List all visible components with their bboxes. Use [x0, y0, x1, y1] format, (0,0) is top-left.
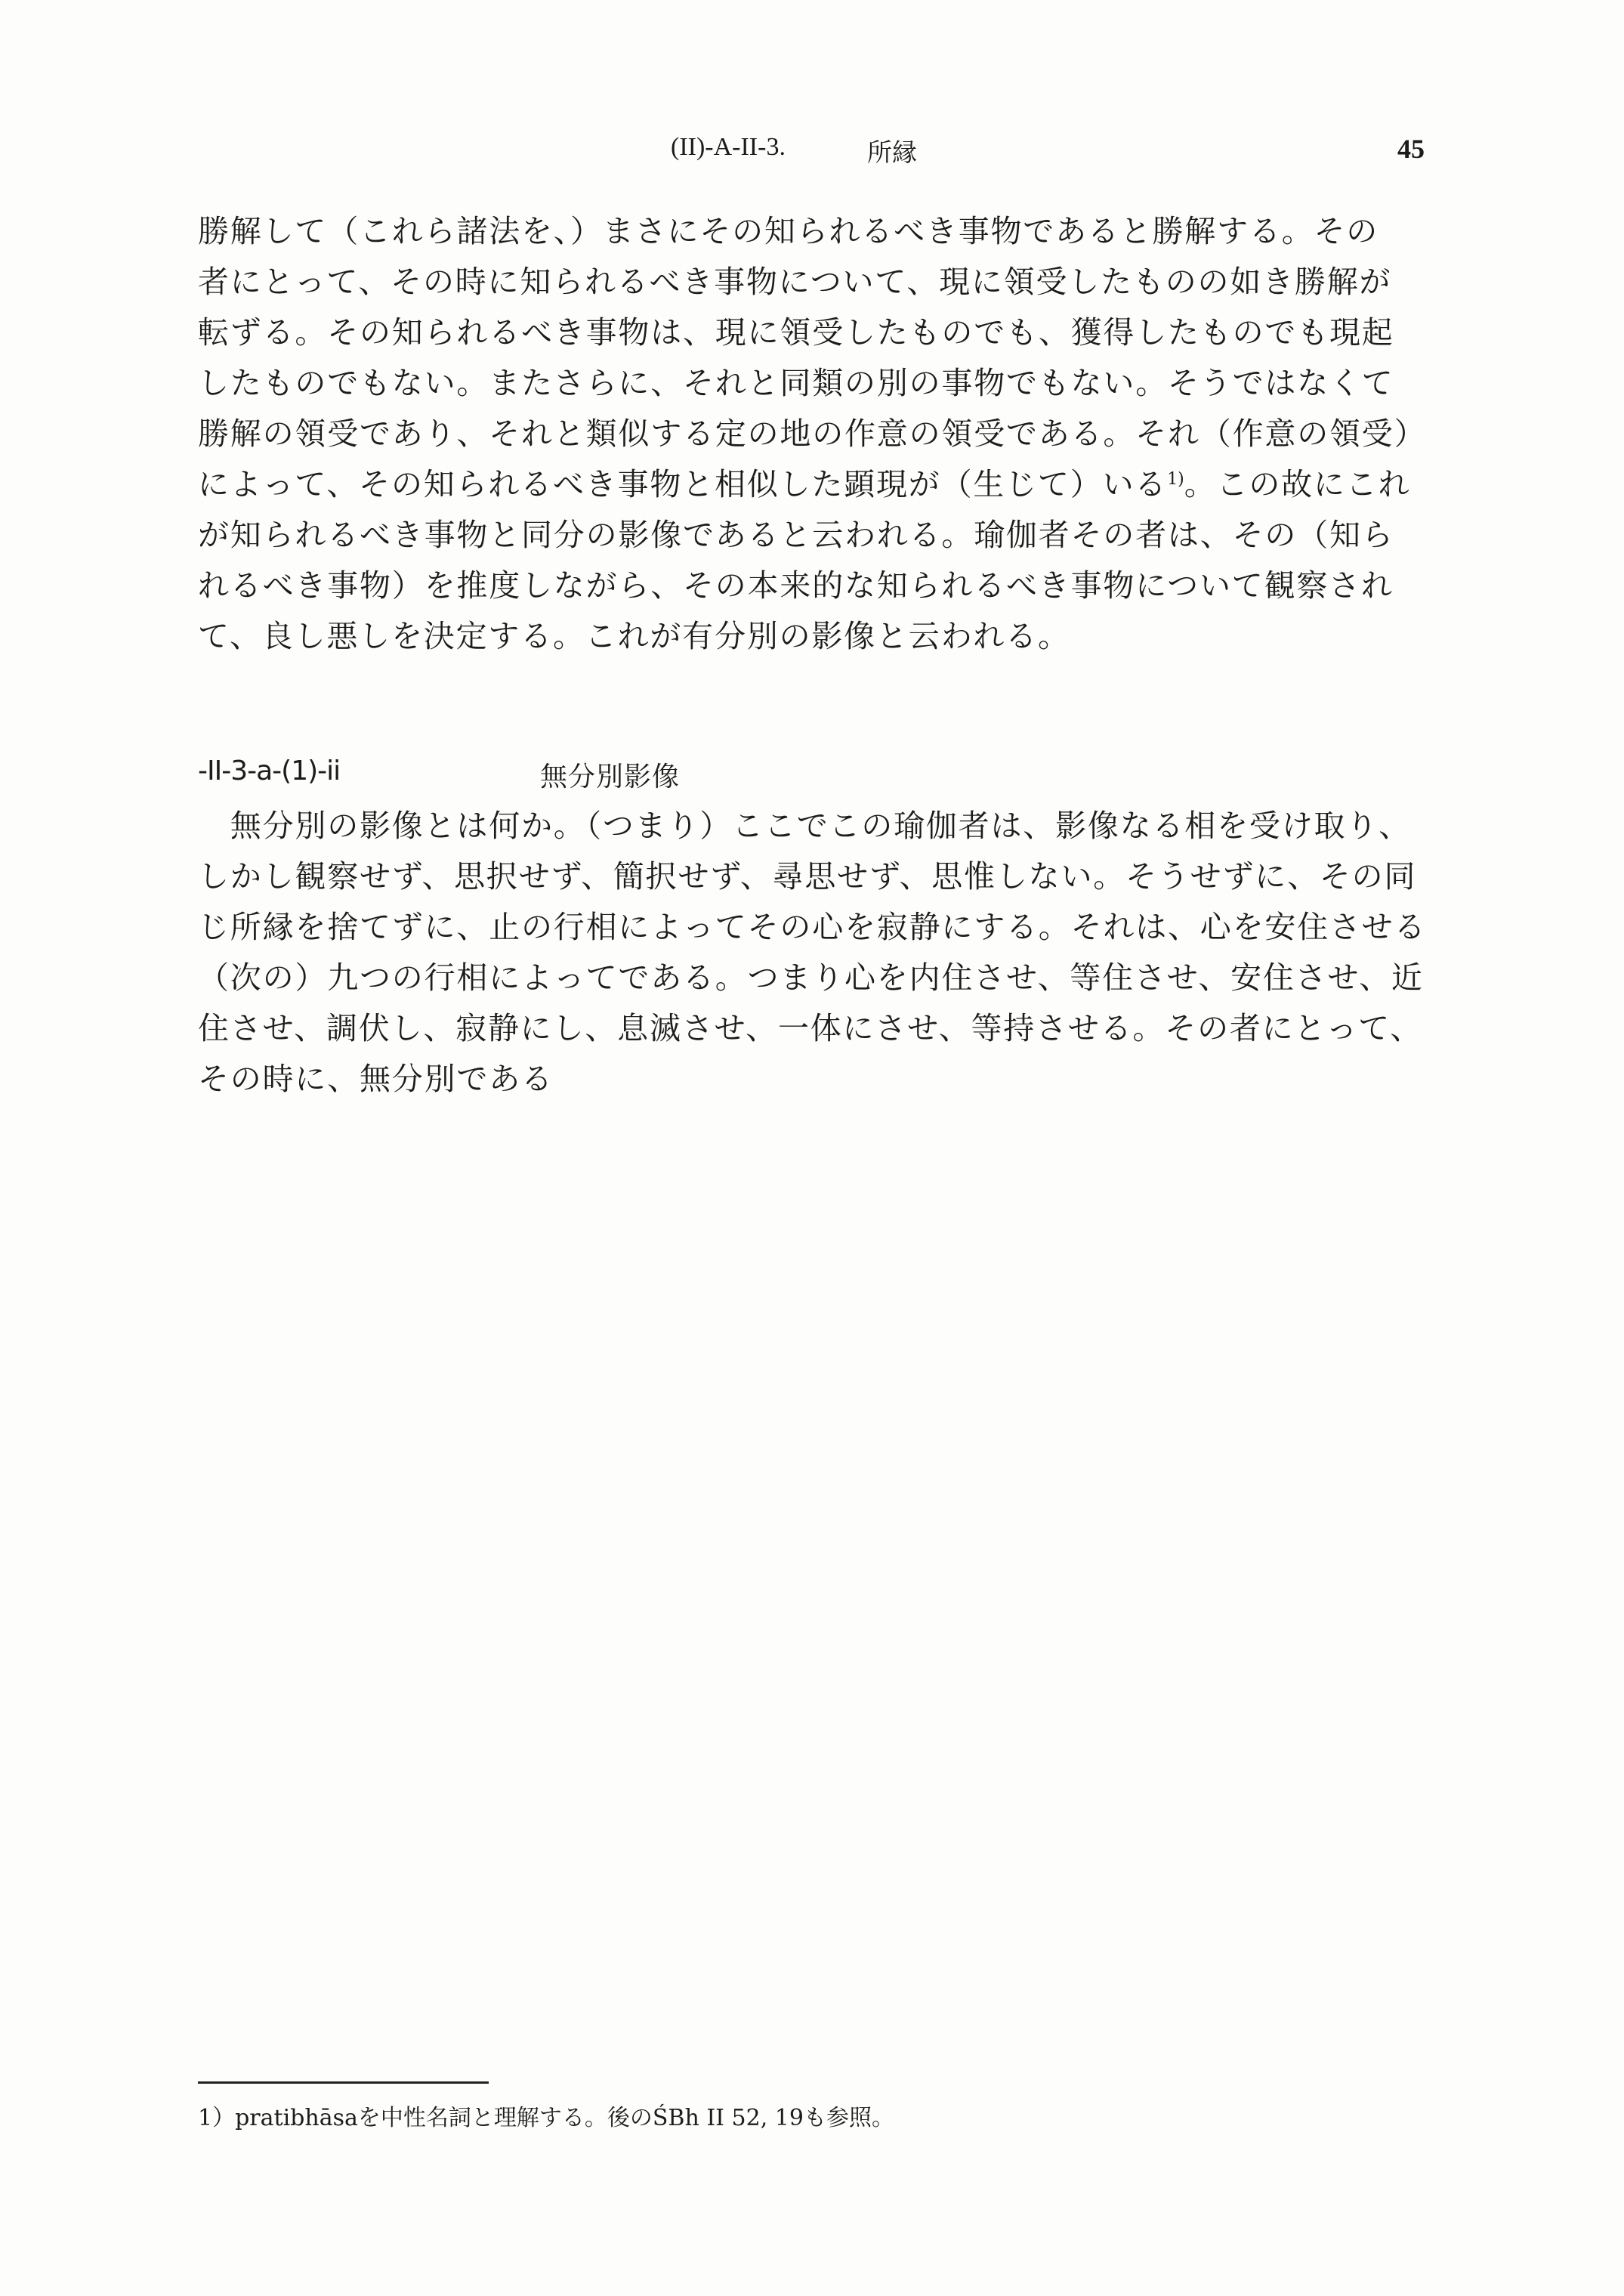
header-section-title: 所縁: [867, 138, 917, 167]
text-line: 勝解して（これら諸法を、）まさにその知られるべき事物であると勝解する。その: [198, 213, 1379, 249]
text-line: て、良し悪しを決定する。これが有分別の影像と云われる。: [198, 618, 1070, 654]
header-section-number: (II)-A-II-3.: [671, 133, 786, 161]
paragraph-1: [198, 206, 1482, 662]
text-line: 者にとって、その時に知られるべき事物について、現に領受したものの如き勝解が: [198, 264, 1392, 300]
text-line: じ所縁を捨てずに、止の行相によってその心を寂静にする。それは、心を安住させる: [198, 909, 1427, 945]
paragraph-2: [198, 801, 1482, 1105]
text-line: れるべき事物）を推度しながら、その本来的な知られるべき事物について観察され: [198, 567, 1394, 604]
footnote: 1）pratibhāsaを中性名詞と理解する。後のŚBh II 52, 19も参照。: [198, 2105, 894, 2131]
text-line: しかし観察せず、思択せず、簡択せず、尋思せず、思惟しない。そうせずに、その同: [198, 858, 1417, 895]
section-code: -II-3-a-(1)-ii: [198, 756, 341, 786]
text-line: その時に、無分別である: [198, 1061, 554, 1097]
text-segment: によって、その知られるべき事物と相似した顕現が（生じて）いる: [198, 466, 1168, 502]
text-line: 無分別の影像とは何か。（つまり）ここでこの瑜伽者は、影像なる相を受け取り、: [198, 808, 1411, 844]
text-line-with-footnote: [198, 459, 1482, 510]
page-number: 45: [1397, 134, 1425, 164]
text-line: が知られるべき事物と同分の影像であると云われる。瑜伽者その者は、その（知ら: [198, 517, 1394, 553]
text-line: （次の）九つの行相によってである。つまり心を内住させ、等住させ、安住させ、近: [198, 959, 1424, 996]
footnote-separator: [198, 2081, 489, 2084]
text-segment: 。この故にこれ: [1184, 466, 1411, 502]
running-header: [0, 133, 1624, 171]
section-title: 無分別影像: [540, 762, 681, 793]
footnote-reference: 1): [1167, 470, 1184, 489]
text-line: したものでもない。またさらに、それと同類の別の事物でもない。そうではなくて: [198, 365, 1394, 401]
text-line: 住させ、調伏し、寂静にし、息滅させ、一体にさせ、等持させる。その者にとって、: [198, 1010, 1423, 1046]
text-line: 転ずる。その知られるべき事物は、現に領受したものでも、獲得したものでも現起: [198, 314, 1394, 351]
text-line: 勝解の領受であり、それと類似する定の地の作意の領受である。それ（作意の領受）: [198, 416, 1427, 452]
